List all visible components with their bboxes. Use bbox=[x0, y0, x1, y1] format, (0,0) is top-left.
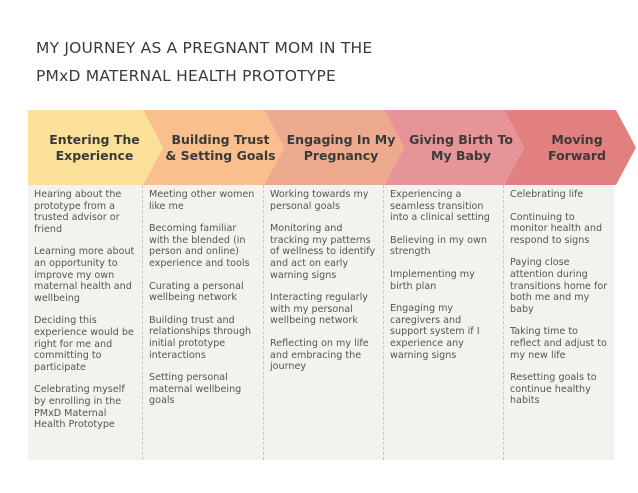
stage-3-item: Working towards my personal goals bbox=[270, 189, 369, 212]
stage-title-5: Moving Forward bbox=[548, 131, 606, 163]
stage-column-4 bbox=[384, 185, 504, 460]
stage-title-3: Engaging In My Pregnancy bbox=[286, 131, 396, 163]
stage-2-item: Meeting other women like me bbox=[149, 189, 255, 212]
stage-1-item: Learning more about an opportunity to improve my own maternal health and wellbeing bbox=[34, 246, 135, 304]
stage-1-item: Deciding this experience would be right for me and committing to participate bbox=[34, 315, 134, 373]
stage-4-item: Believing in my own strength bbox=[390, 234, 487, 258]
stage-3-item: Reflecting on my life and embracing the journey bbox=[270, 337, 369, 373]
journey-stage-banner bbox=[28, 110, 636, 185]
stage-2-item: Becoming familiar with the blended (in person and online) experience and tools bbox=[149, 223, 250, 269]
stage-5-item: Taking time to reflect and adjust to my new life bbox=[510, 326, 607, 361]
stage-5-item: Resetting goals to continue healthy habits bbox=[510, 372, 597, 407]
stage-2-item: Setting personal maternal wellbeing goals bbox=[149, 372, 242, 407]
stage-2-item: Curating a personal wellbeing network bbox=[149, 280, 244, 304]
stage-3-item: Monitoring and tracking my patterns of wellness to identify and act on early warning signs bbox=[270, 223, 376, 281]
journey-columns bbox=[28, 185, 614, 460]
stage-4-item: Engaging my caregivers and support system if I experience any warning signs bbox=[390, 303, 480, 361]
stage-column-2 bbox=[143, 185, 264, 460]
title-line-1: MY JOURNEY AS A PREGNANT MOM IN THE bbox=[36, 39, 373, 57]
stage-2-item: Building trust and relationships through initial prototype interactions bbox=[149, 314, 252, 361]
page-title bbox=[36, 34, 456, 90]
title-line-2: PMxD MATERNAL HEALTH PROTOTYPE bbox=[36, 67, 336, 85]
stage-5-item: Paying close attention during transitions home for both me and my baby bbox=[510, 257, 608, 315]
stage-column-3 bbox=[264, 185, 384, 460]
stage-title-1: Entering The Experience bbox=[49, 131, 140, 163]
stage-column-5 bbox=[504, 185, 614, 460]
stage-title-4: Giving Birth To My Baby bbox=[409, 131, 513, 163]
stage-5-item: Continuing to monitor health and respond to signs bbox=[510, 211, 603, 246]
stage-column-1 bbox=[28, 185, 143, 460]
stage-4-item: Implementing my birth plan bbox=[390, 268, 475, 292]
stage-5-item: Celebrating life bbox=[510, 189, 584, 200]
stage-1-item: Celebrating myself by enrolling in the PMxD Maternal Health Prototype bbox=[34, 384, 125, 431]
stage-1-item: Hearing about the prototype from a trusted advisor or friend bbox=[34, 189, 122, 235]
stage-3-item: Interacting regularly with my personal wellbeing network bbox=[270, 292, 368, 327]
stage-title-2: Building Trust & Setting Goals bbox=[165, 131, 276, 163]
stage-4-item: Experiencing a seamless transition into a clinical setting bbox=[390, 189, 490, 224]
